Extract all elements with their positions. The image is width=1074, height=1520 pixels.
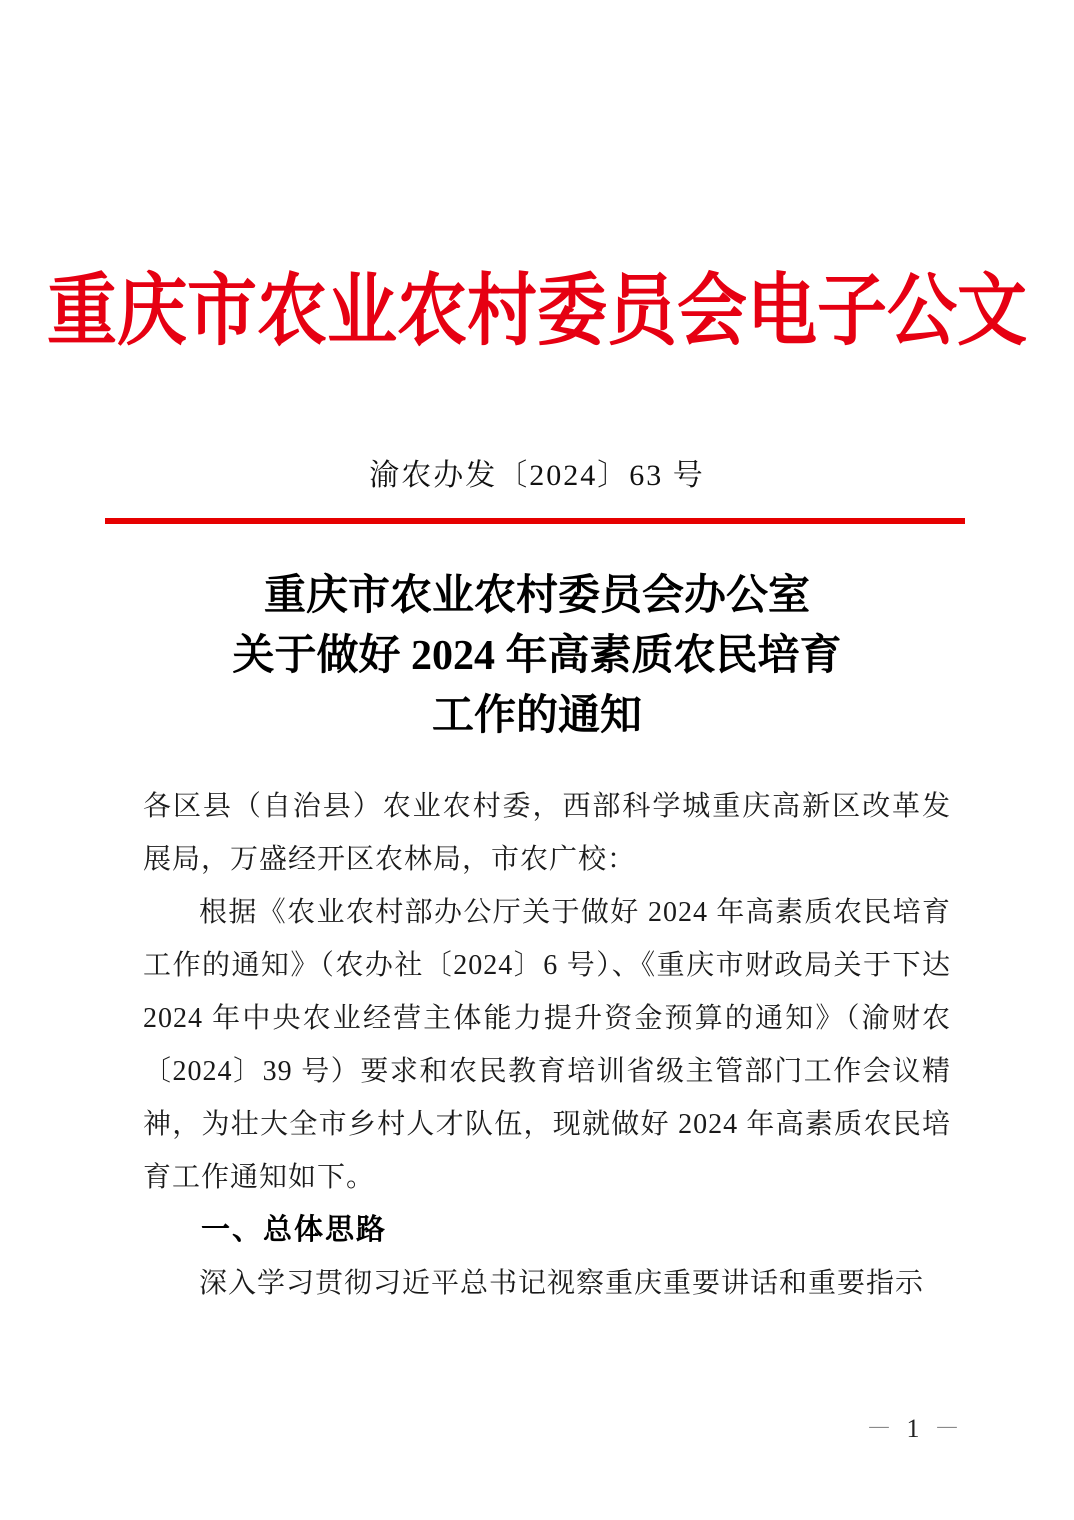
page-number [860,1408,970,1445]
section-1-opening-paragraph: 深入学习贯彻习近平总书记视察重庆重要讲话和重要指示 [199,1268,925,1299]
intro-paragraph: 根据《农业农村部办公厅关于做好 2024 年高素质农民培育工作的通知》（农办社〔2024〕6 号）、《重庆市财政局关于下达 2024 年中央农业经营主体能力提升资金预算的通知》（渝财农〔2024〕39 号）要求和农民教育培训省级主管部门工作会议精神，为壮大全市乡村人才队伍，现就做好 2024 年高素质农民培育工作通知如下。 [143,897,951,1193]
red-banner-title: 重庆市农业农村委员会电子公文 [47,269,1027,356]
document-body [143,780,951,1310]
page-number-dash-right: － [934,1414,965,1443]
page-number-dash-left: － [865,1414,896,1443]
document-number: 渝农办发〔2024〕63 号 [369,459,705,492]
document-title-line-3: 工作的通知 [431,693,642,739]
section-1-heading: 一、总体思路 [201,1214,388,1246]
addressee-paragraph: 各区县（自治县）农业农村委，西部科学城重庆高新区改革发展局，万盛经开区农林局，市农广校： [143,791,951,875]
document-title-line-2: 关于做好 2024 年高素质农民培育 [232,633,842,679]
page-number-value: 1 [906,1414,924,1443]
document-title [0,566,1074,746]
document-title-line-1: 重庆市农业农村委员会办公室 [263,573,810,619]
red-divider-rule [105,518,965,524]
